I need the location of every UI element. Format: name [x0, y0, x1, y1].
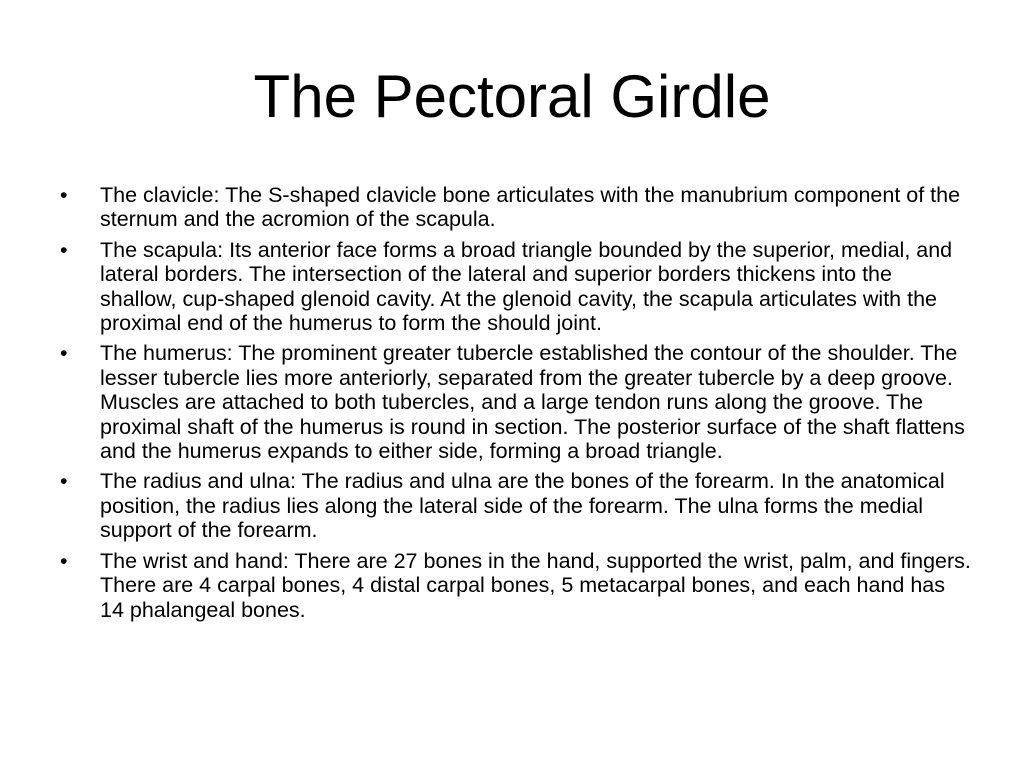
bullet-text: The radius and ulna: The radius and ulna are the bones of the forearm. In the anatomical position, the radius lies along the lateral side of the forearm. The ulna forms the medial support of the forearm. [100, 469, 945, 543]
bullet-item-radius-ulna [60, 469, 972, 542]
bullet-marker: • [60, 237, 68, 262]
bullet-text: The wrist and hand: There are 27 bones in the hand, supported the wrist, palm, and fingers. There are 4 carpal bones, 4 distal carpal bones, 5 metacarpal bones, and each hand has 14 phalangeal bones. [100, 548, 971, 622]
slide-title: The Pectoral Girdle [253, 63, 771, 130]
bullet-item-humerus [60, 341, 972, 463]
bullet-text: The clavicle: The S-shaped clavicle bone articulates with the manubrium component of the sternum and the acromion of the scapula. [100, 183, 961, 232]
bullet-text: The humerus: The prominent greater tubercle established the contour of the shoulder. The lesser tubercle lies more anteriorly, separated from the greater tubercle by a deep groove. Muscles are attached to both tubercles, and a large tendon runs along the groove. The proximal shaft of the humerus is round in section. The posterior surface of the shaft flattens and the humerus expands to either side, forming a broad triangle. [100, 341, 965, 464]
bullet-list [60, 183, 972, 628]
bullet-text: The scapula: Its anterior face forms a broad triangle bounded by the superior, medial, and lateral borders. The intersection of the lateral and superior borders thickens into the shallow, cup-shaped glenoid cavity. At the glenoid cavity, the scapula articulates with the proximal end of the humerus to form the should joint. [100, 237, 953, 336]
bullet-item-scapula [60, 238, 972, 336]
bullet-marker: • [60, 341, 68, 366]
bullet-item-clavicle [60, 183, 972, 232]
bullet-marker: • [60, 469, 68, 494]
bullet-marker: • [60, 548, 68, 573]
bullet-marker: • [60, 183, 68, 207]
bullet-item-wrist-hand [60, 549, 972, 622]
